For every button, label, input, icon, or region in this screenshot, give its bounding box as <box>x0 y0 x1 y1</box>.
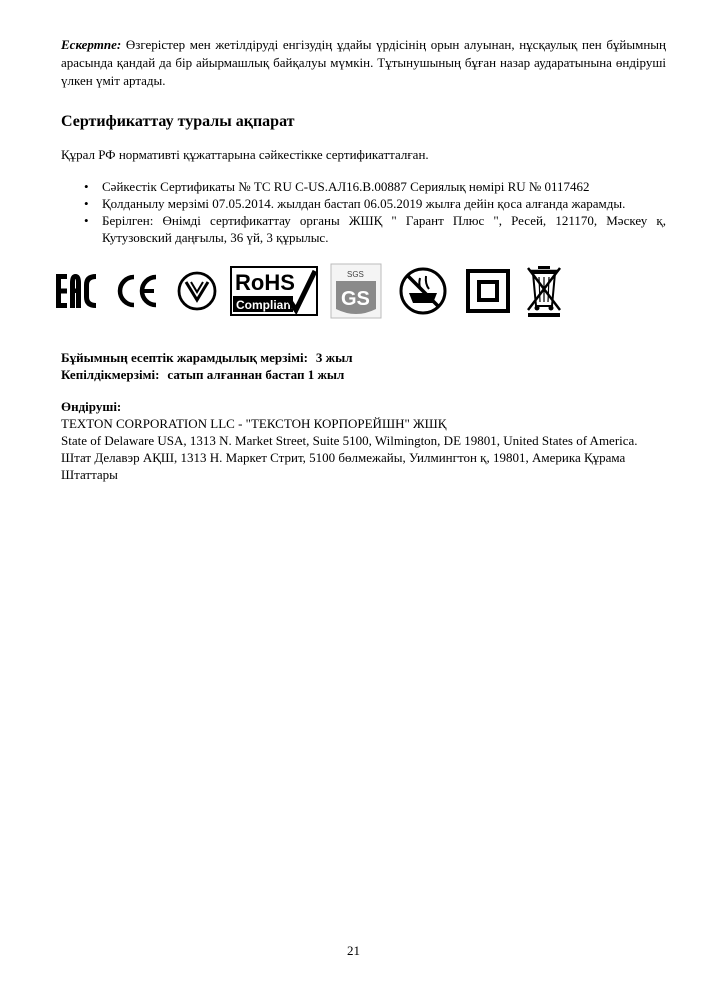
validity-period: Қолданылу мерзімі 07.05.2014. жылдан бастап 06.05.2019 жылға дейін қоса алғанда жарамды. <box>102 196 626 211</box>
manufacturer-address-en: State of Delaware USA, 1313 N. Market Street, Suite 5100, Wilmington, DE 19801, United States of America. <box>61 433 638 448</box>
issuer: Берілген: Өнімді сертификаттау органы ЖШҚ " Гарант Плюс ", Ресей, 121170, Мәскеу қ, Кутузовский даңғылы, 36 үй, 3 құрылыс. <box>102 213 666 245</box>
eac-logo-icon <box>54 271 102 311</box>
rohs-text: RoHS <box>235 270 295 295</box>
service-life-value: 3 жыл <box>315 350 353 365</box>
certification-heading: Сертификаттау туралы ақпарат <box>61 113 295 130</box>
double-insulation-icon <box>466 269 510 313</box>
list-item <box>61 195 666 212</box>
warranty-value: сатып алғаннан бастап 1 жыл <box>167 367 345 382</box>
certification-intro: Құрал РФ нормативті құжаттарына сәйкестікке сертификатталған. <box>61 147 429 162</box>
no-immersion-icon <box>398 266 448 316</box>
note-label: Ескертпе: <box>61 37 122 52</box>
page-number: 21 <box>347 943 360 958</box>
certification-logos <box>61 261 666 321</box>
manufacturer-block <box>61 398 666 483</box>
certificate-number: Сәйкестік Сертификаты № ТС RU C-US.АЛ16.В.00887 Сериялық нөмірі RU № 0117462 <box>102 179 590 194</box>
manufacturer-heading: Өндіруші: <box>61 399 122 414</box>
note-paragraph <box>61 36 666 90</box>
weee-bin-icon <box>524 264 564 318</box>
certification-list <box>61 178 666 246</box>
conformity-mark-icon <box>176 270 218 312</box>
service-life-row <box>61 349 666 366</box>
bullet: • <box>84 179 89 194</box>
service-terms <box>61 349 666 383</box>
list-item <box>61 212 666 246</box>
compliant-text: Compliant <box>236 298 295 312</box>
bullet: • <box>84 213 89 228</box>
bullet: • <box>84 196 89 211</box>
sgs-text: SGS <box>347 270 364 279</box>
list-item <box>61 178 666 195</box>
note-text: Өзгерістер мен жетілдіруді енгізудің ұдайы үрдісінің орын алуынан, нұсқаулық пен бұйымның арасында қандай да бір айырмашлық байқалуы мүмкін. Тұтынушының бұған назар аударатынына өндіруші үлкен үміт артады. <box>61 37 666 88</box>
document-page <box>61 36 666 483</box>
manufacturer-address-local: Штат Делавэр АҚШ, 1313 Н. Маркет Стрит, 5100 бөлмежайы, Уилмингтон қ, 19801, Америка Құрама Штаттары <box>61 450 626 482</box>
ce-mark-icon <box>114 273 160 309</box>
rohs-compliant-icon <box>230 266 318 316</box>
manufacturer-name: TEXTON CORPORATION LLC - "ТЕКСТОН КОРПОРЕЙШН" ЖШҚ <box>61 416 447 431</box>
service-life-label: Бұйымның есептік жарамдылық мерзімі: <box>61 350 308 365</box>
warranty-row <box>61 366 666 383</box>
gs-text: GS <box>341 288 370 310</box>
warranty-label: Кепілдікмерзімі: <box>61 367 160 382</box>
sgs-gs-mark-icon <box>330 263 382 319</box>
